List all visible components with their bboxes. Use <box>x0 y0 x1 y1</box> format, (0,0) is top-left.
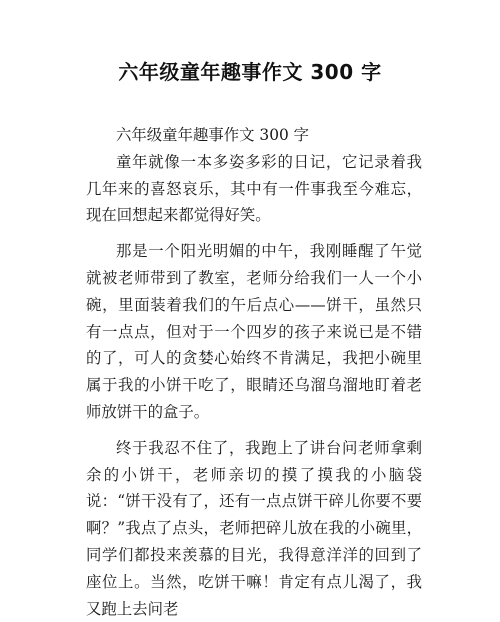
document-title: 六年级童年趣事作文 300 字 <box>118 60 382 84</box>
document-body <box>86 122 422 622</box>
paragraph-2: 那是一个阳光明媚的中午，我刚睡醒了午觉就被老师带到了教室，老师分给我们一人一个小碗，里面装着我们的午后点心——饼干，虽然只有一点点，但对于一个四岁的孩子来说已是不错的了，可人的贪婪心始终不肯满足，我把小碗里属于我的小饼干吃了，眼睛还乌溜乌溜地盯着老师放饼干的盒子。 <box>86 242 422 421</box>
paragraph-3: 终于我忍不住了，我跑上了讲台问老师拿剩余的小饼干，老师亲切的摸了摸我的小脑袋说：“饼干没有了，还有一点点饼干碎儿你要不要啊？”我点了点头，老师把碎儿放在我的小碗里，同学们都投来羡慕的目光，我得意洋洋的回到了座位上。当然，吃饼干嘛！肯定有点儿渴了，我又跑上去问老 <box>86 438 422 618</box>
paragraph-1: 童年就像一本多姿多彩的日记，它记录着我几年来的喜怒哀乐，其中有一件事我至今难忘，现在回想起来都觉得好笑。 <box>86 152 422 225</box>
subtitle-paragraph: 六年级童年趣事作文 300 字 <box>116 126 310 144</box>
